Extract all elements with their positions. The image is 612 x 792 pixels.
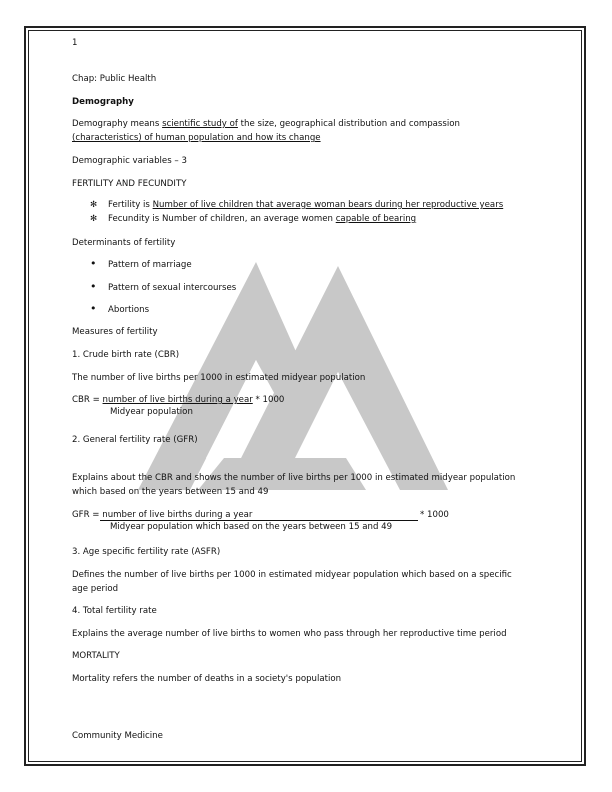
gfr-title: 2. General fertility rate (GFR) [72,435,198,445]
chapter-line: Chap: Public Health [72,74,157,84]
gfr-denominator: Midyear population which based on the years between 15 and 49 [110,522,393,532]
tfr-desc: Explains the average number of live births to women who pass through her reproductive time period [72,629,507,639]
definition-line-2: (characteristics) of human population and how its change [72,133,321,143]
cbr-title: 1. Crude birth rate (CBR) [72,350,180,360]
gfr-desc-1: Explains about the CBR and shows the number of live births per 1000 in estimated midyear population [72,473,516,483]
asterisk-bullet-icon: ✻ [90,214,98,224]
measures-heading: Measures of fertility [72,327,158,337]
definition-line-1 [72,119,460,130]
definition-text-cont: the size, geographical distribution and compassion [237,119,460,129]
page-footer: Community Medicine [72,731,163,741]
cbr-formula: CBR = number of live births during a year * 1000 [72,395,285,405]
bullet-icon: • [90,257,97,270]
fraction-rule [100,520,418,521]
fertility-heading: FERTILITY AND FECUNDITY [72,179,187,189]
page-number: 1 [72,38,78,48]
section-heading: Demography [72,97,134,107]
asfr-title: 3. Age specific fertility rate (ASFR) [72,547,221,557]
definition-text: Demography means [72,119,163,129]
mortality-desc: Mortality refers the number of deaths in a society's population [72,674,342,684]
tfr-title: 4. Total fertility rate [72,606,157,616]
variables-line: Demographic variables – 3 [72,156,187,166]
determinants-heading: Determinants of fertility [72,238,176,248]
gfr-desc-2: which based on the years between 15 and 49 [72,487,269,497]
bullet-icon: • [90,302,97,315]
asterisk-bullet-icon: ✻ [90,200,98,210]
asfr-desc-2: age period [72,584,119,594]
asfr-desc-1: Defines the number of live births per 1000 in estimated midyear population which based on a specific [72,570,512,580]
cbr-desc: The number of live births per 1000 in estimated midyear population [72,373,366,383]
cbr-denominator: Midyear population [110,407,193,417]
mortality-heading: MORTALITY [72,651,120,661]
definition-underlined: scientific study of [162,119,238,129]
gfr-formula: GFR = number of live births during a year * 1000 [72,510,449,520]
bullet-icon: • [90,280,97,293]
